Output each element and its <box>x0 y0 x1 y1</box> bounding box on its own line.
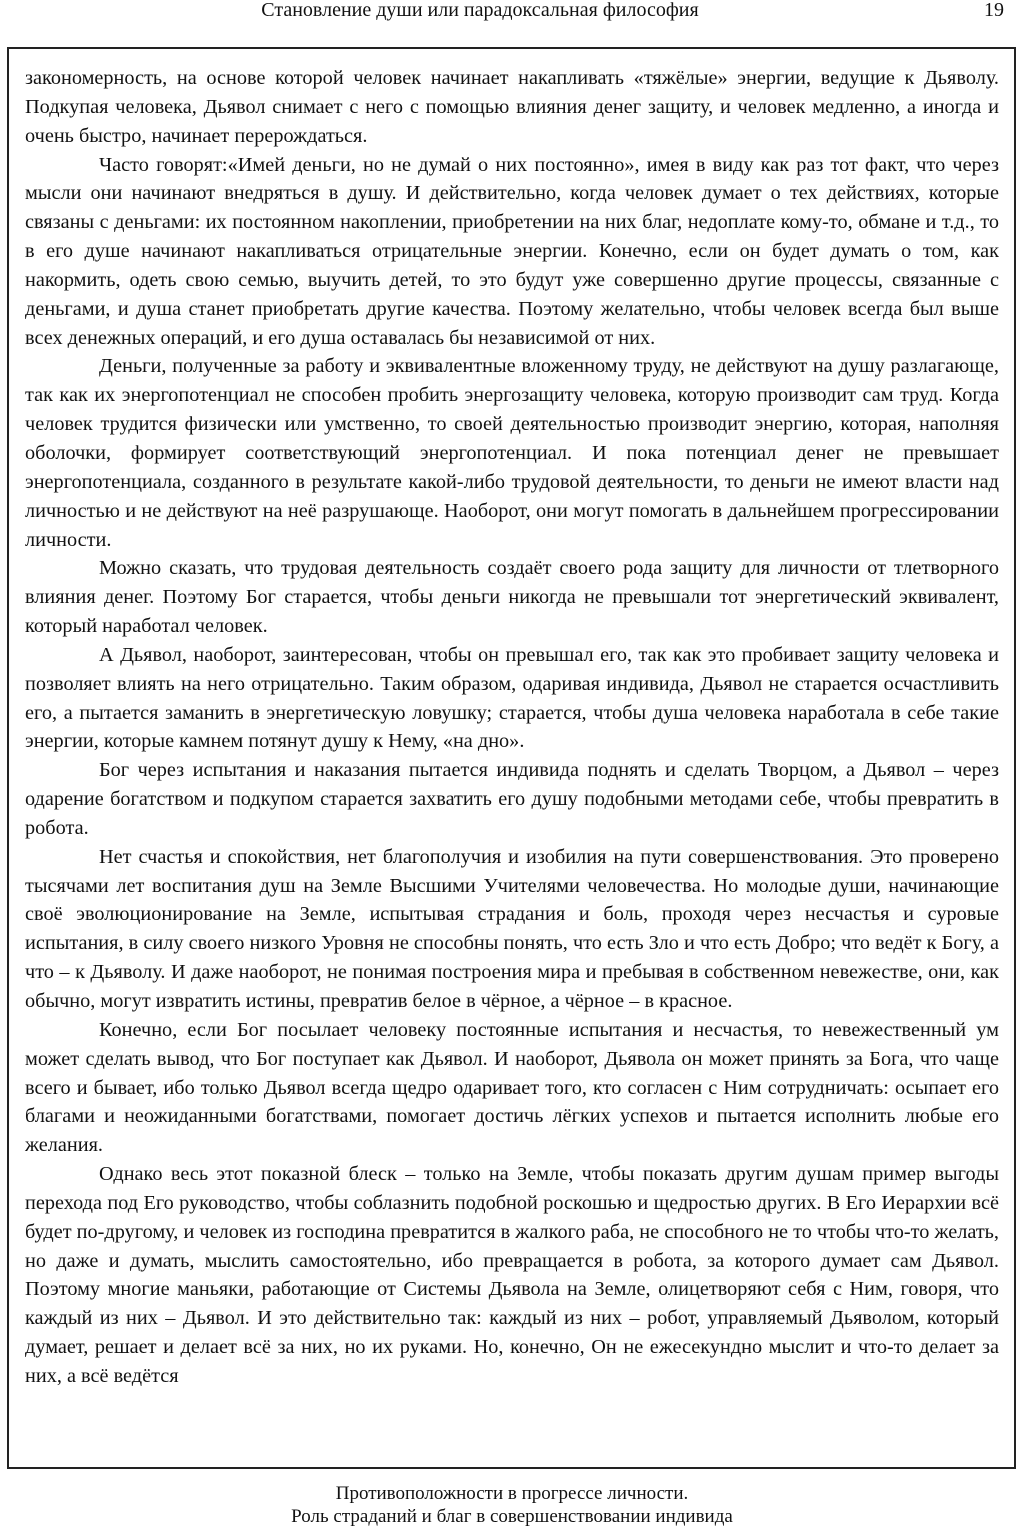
footer-line-2: Роль страданий и благ в совершенствовании индивида <box>291 1506 733 1527</box>
paragraph: Нет счастья и спокойствия, нет благополучия и изобилия на пути совершенствования. Это проверено тысячами лет воспитания душ на Земле Высшими Учителями человечества. Но молодые души, начинающие своё эволюционирование на Земле, испытывая страдания и боль, проходя через несчастья и суровые испытания, в силу своего низкого Уровня не способны понять, что есть Зло и что есть Добро; что ведёт к Богу, а что – к Дьяволу. И даже наоборот, не понимая построения мира и пребывая в собственном невежестве, они, как обычно, могут извратить истины, превратив белое в чёрное, а чёрное – в красное. <box>25 845 999 1012</box>
footer-line-1: Противоположности в прогрессе личности. <box>335 1483 689 1504</box>
paragraph: Однако весь этот показной блеск – только на Земле, чтобы показать другим душам пример выгоды перехода под Его руководство, чтобы соблазнить подобной роскошью и щедростью других. В Его Иерархии всё будет по-другому, и человек из господина превратится в жалкого раба, не способного не то чтобы что-то желать, но даже и думать, мыслить самостоятельно, ибо превращается в робота, за которого думает сам Дьявол. Поэтому многие маньяки, работающие от Системы Дьявола на Земле, олицетворяют себя с Ним, говоря, что каждый из них – Дьявол. И это действительно так: каждый из них – робот, управляемый Дьяволом, который думает, решает и делает всё за них, но их руками. Но, конечно, Он не ежесекундно мыслит и что-то делает за них, а всё ведётся <box>25 1163 999 1387</box>
paragraph: Конечно, если Бог посылает человеку постоянные испытания и несчастья, то невежественный ум может сделать вывод, что Бог поступает как Дьявол. И наоборот, Дьявола он может принять за Бога, что чаще всего и бывает, ибо только Дьявол всегда щедро одаривает того, кто согласен с Ним сотрудничать: осыпает его благами и неожиданными богатствами, помогает достичь лёгких успехов и пытается исполнить любые его желания. <box>25 1018 999 1157</box>
paragraph: закономерность, на основе которой человек начинает накапливать «тяжёлые» энергии, ведущие к Дьяволу. Подкупая человека, Дьявол снимает с него с помощью влияния денег защиту, и человек медленно, а иногда и очень быстро, начинает перерождаться. <box>25 67 999 147</box>
running-title: Становление души или парадоксальная философия <box>261 0 699 21</box>
page-footer <box>0 1482 1024 1528</box>
paragraph: Можно сказать, что трудовая деятельность создаёт своего рода защиту для личности от тлетворного влияния денег. Поэтому Бог старается, чтобы деньги никогда не превышали тот энергетический эквивалент, который наработал человек. <box>25 557 999 638</box>
page-number: 19 <box>984 0 1004 21</box>
paragraph: Бог через испытания и наказания пытается индивида поднять и сделать Творцом, а Дьявол – через одарение богатством и подкупом старается захватить его душу подобными методами себе, чтобы превратить в робота. <box>25 759 999 839</box>
body-text <box>25 64 999 1391</box>
paragraph: А Дьявол, наоборот, заинтересован, чтобы он превышал его, так как это пробивает защиту человека и позволяет влиять на него отрицательно. Таким образом, одаривая индивида, Дьявол не старается осчастливить его, а пытается заманить в энергетическую ловушку; старается, чтобы душа человека наработала в себе такие энергии, которые камнем потянут душу к Нему, «на дно». <box>25 643 999 753</box>
paragraph: Часто говорят:«Имей деньги, но не думай о них постоянно», имея в виду как раз тот факт, что через мысли они начинают внедряться в душу. И действительно, когда человек думает о тех действиях, которые связаны с деньгами: их постоянном накоплении, приобретении на них благ, недоплате кому-то, обмане и т.д., то в его душе начинают накапливаться отрицательные энергии. Конечно, если он будет думать о том, как накормить, одеть свою семью, выучить детей, то это будут уже совершенно другие процессы, связанные с деньгами, и душа станет приобретать другие качества. Поэтому желательно, чтобы человек всегда был выше всех денежных операций, и его душа оставалась бы независимой от них. <box>25 153 999 349</box>
paragraph: Деньги, полученные за работу и эквивалентные вложенному труду, не действуют на душу разлагающе, так как их энергопотенциал не способен пробить энергозащиту человека, которую производит сам труд. Когда человек трудится физически или умственно, то своей деятельностью производит энергию, которая, наполняя оболочки, формирует соответствующий энергопотенциал. И пока потенциал денег не превышает энергопотенциала, созданного в результате какой-либо трудовой деятельности, то деньги не имеют власти над личностью и не действуют на неё разрушающе. Наоборот, они могут помогать в дальнейшем прогрессировании личности. <box>25 355 999 551</box>
page-header <box>0 0 1024 28</box>
